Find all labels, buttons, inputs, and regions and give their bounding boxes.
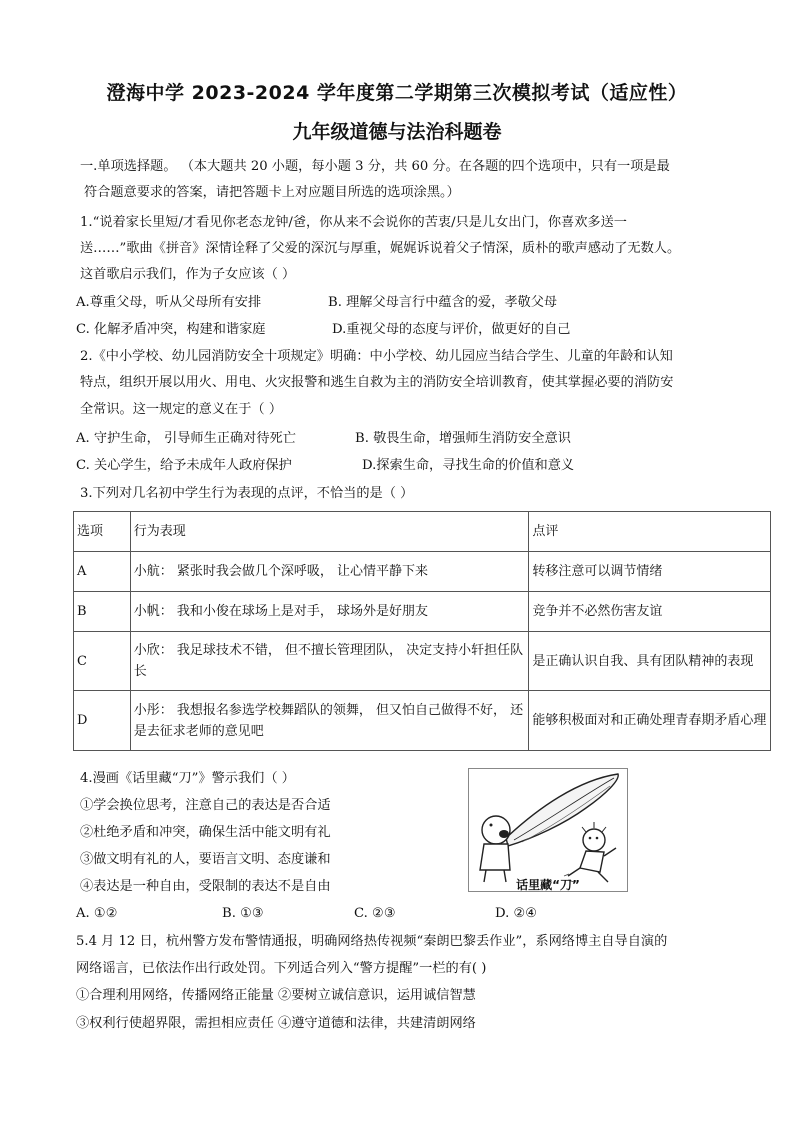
q3-stem: 3.下列对几名初中学生行为表现的点评，不恰当的是（ ） xyxy=(80,486,414,501)
q1-stem-line-2: 送……”歌曲《拼音》深情诠释了父爱的深沉与厚重，娓娓诉说着父子情深，质朴的歌声感动了无数人。 xyxy=(80,241,681,256)
table-cell-comment: 能够积极面对和正确处理青春期矛盾心理 xyxy=(529,691,771,751)
q5-statements-1-2: ①合理利用网络，传播网络正能量 ②要树立诚信意识，运用诚信智慧 xyxy=(76,988,476,1003)
q1-option-c: C. 化解矛盾冲突，构建和谐家庭 xyxy=(76,322,266,337)
table-cell-option: B xyxy=(74,592,131,632)
q4-statement-3: ③做文明有礼的人，要语言文明、态度谦和 xyxy=(80,852,331,867)
q3-table xyxy=(73,511,771,751)
table-cell-comment: 转移注意可以调节情绪 xyxy=(529,552,771,592)
q5-statements-3-4: ③权利行使超界限，需担相应责任 ④遵守道德和法律，共建清朗网络 xyxy=(76,1016,476,1031)
q1-option-b: B. 理解父母言行中蕴含的爱，孝敬父母 xyxy=(328,295,558,310)
table-header-cell: 点评 xyxy=(529,512,771,552)
q2-option-d: D.探索生命，寻找生命的价值和意义 xyxy=(362,458,575,473)
table-row xyxy=(74,691,771,751)
q2-stem-line-3: 全常识。这一规定的意义在于（ ） xyxy=(80,402,283,417)
q2-stem-line-2: 特点，组织开展以用火、用电、火灾报警和逃生自救为主的消防安全培训教育，使其掌握必要的消防安 xyxy=(80,375,674,390)
q4-option-c: C. ②③ xyxy=(354,906,396,921)
table-header-row xyxy=(74,512,771,552)
q2-option-c: C. 关心学生，给予未成年人政府保护 xyxy=(76,458,292,473)
q2-option-a: A. 守护生命， 引导师生正确对待死亡 xyxy=(76,431,296,446)
table-cell-option: D xyxy=(74,691,131,751)
cartoon-illustration xyxy=(468,768,628,892)
q4-stem: 4.漫画《话里藏“刀”》警示我们（ ） xyxy=(80,771,295,786)
q4-option-b: B. ①③ xyxy=(222,906,264,921)
section-instruction-line-2: 符合题意要求的答案，请把答题卡上对应题目所选的选项涂黑。） xyxy=(84,185,460,200)
q4-statement-2: ②杜绝矛盾和冲突，确保生活中能文明有礼 xyxy=(80,825,331,840)
table-row xyxy=(74,592,771,632)
q1-stem-line-1: 1.“说着家长里短/才看见你老态龙钟/爸，你从来不会说你的苦衷/只是儿女出门，你喜欢多送一 xyxy=(80,215,627,230)
table-row xyxy=(74,552,771,592)
q2-option-b: B. 敬畏生命，增强师生消防安全意识 xyxy=(355,431,571,446)
table-cell-comment: 是正确认识自我、具有团队精神的表现 xyxy=(529,632,771,691)
table-cell-behavior: 小航： 紧张时我会做几个深呼吸， 让心情平静下来 xyxy=(130,552,529,592)
q1-option-a: A.尊重父母，听从父母所有安排 xyxy=(76,295,262,310)
q2-stem-line-1: 2.《中小学校、幼儿园消防安全十项规定》明确：中小学校、幼儿园应当结合学生、儿童的年龄和认知 xyxy=(80,349,673,364)
cartoon-drawing xyxy=(468,768,628,892)
q4-option-d: D. ②④ xyxy=(495,906,538,921)
table-row xyxy=(74,632,771,691)
table-header-cell: 行为表现 xyxy=(130,512,529,552)
q4-statement-4: ④表达是一种自由，受限制的表达不是自由 xyxy=(80,879,331,894)
table-cell-comment: 竞争并不必然伤害友谊 xyxy=(529,592,771,632)
exam-subtitle: 九年级道德与法治科题卷 xyxy=(292,121,502,143)
table-cell-behavior: 小帆： 我和小俊在球场上是对手， 球场外是好朋友 xyxy=(130,592,529,632)
q5-stem-line-2: 网络谣言，已依法作出行政处罚。下列适合列入“警方提醒”一栏的有( ) xyxy=(76,961,487,976)
table-cell-option: C xyxy=(74,632,131,691)
exam-title: 澄海中学 2023-2024 学年度第二学期第三次模拟考试（适应性） xyxy=(106,82,688,104)
q1-option-d: D.重视父母的态度与评价，做更好的自己 xyxy=(332,322,571,337)
table-cell-behavior: 小欣： 我足球技术不错， 但不擅长管理团队， 决定支持小轩担任队长 xyxy=(130,632,529,691)
table-cell-option: A xyxy=(74,552,131,592)
table-cell-behavior: 小彤： 我想报名参选学校舞蹈队的领舞， 但又怕自己做得不好， 还是去征求老师的意见吧 xyxy=(130,691,529,751)
cartoon-caption: 话里藏“刀” xyxy=(516,878,580,892)
q1-stem-line-3: 这首歌启示我们，作为子女应该（ ） xyxy=(80,267,296,282)
section-instruction-line-1: 一.单项选择题。 （本大题共 20 小题，每小题 3 分，共 60 分。在各题的四个选项中，只有一项是最 xyxy=(80,159,670,174)
q4-option-a: A. ①② xyxy=(76,906,118,921)
q5-stem-line-1: 5.4 月 12 日，杭州警方发布警情通报，明确网络热传视频“秦朗巴黎丢作业”，系网络博主自导自演的 xyxy=(76,934,668,949)
table-header-cell: 选项 xyxy=(74,512,131,552)
q4-statement-1: ①学会换位思考，注意自己的表达是否合适 xyxy=(80,798,331,813)
